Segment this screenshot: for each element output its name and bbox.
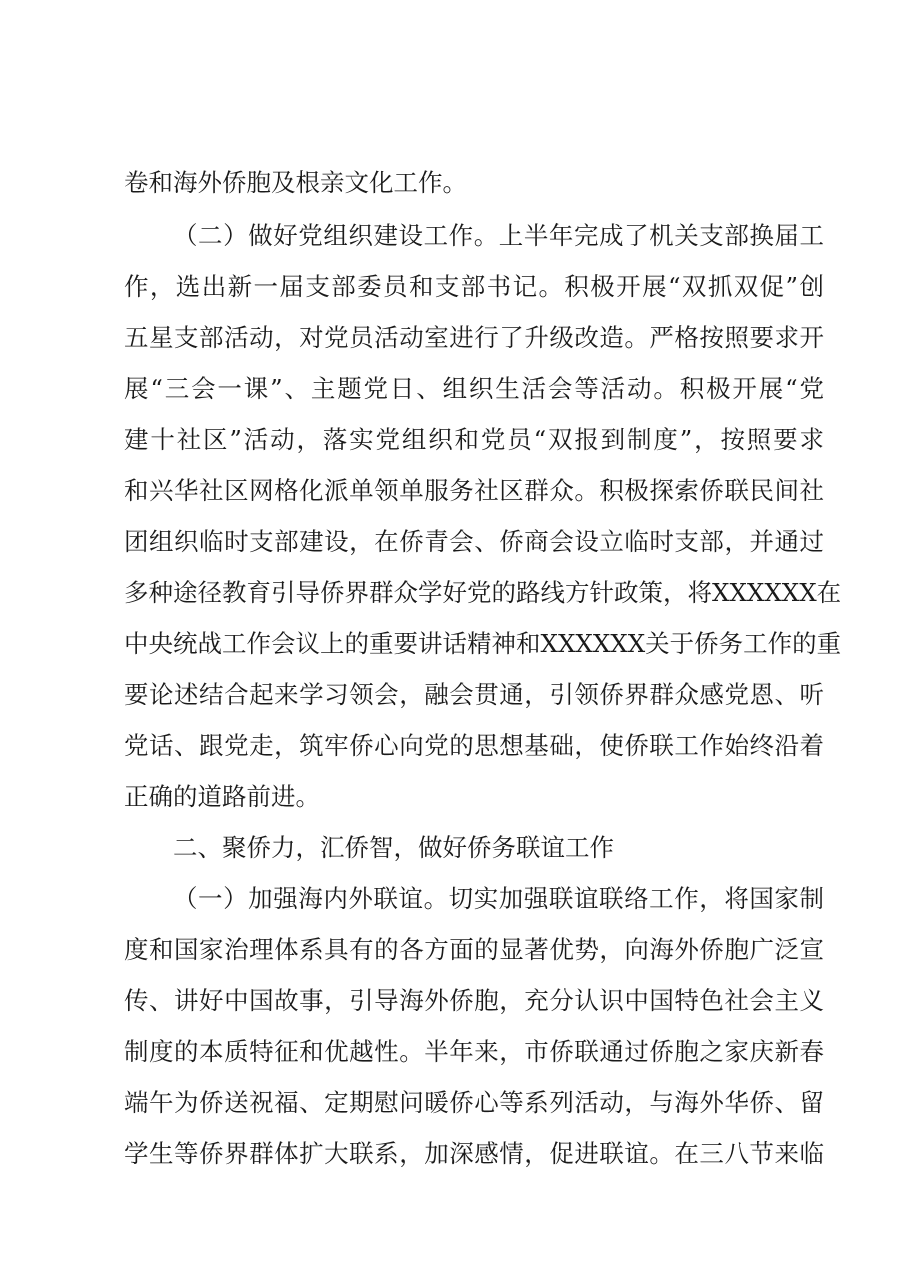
paragraph-line: （一）加强海内外联谊。切实加强联谊联络工作，将国家制: [173, 884, 824, 913]
paragraph-line: 展“三会一课”、主题党日、组织生活会等活动。积极开展“党: [124, 374, 824, 403]
paragraph-line: 正确的道路前进。: [124, 782, 320, 811]
paragraph-line: 要论述结合起来学习领会，融会贯通，引领侨界群众感党恩、听: [124, 680, 824, 709]
paragraph-line: 传、讲好中国故事，引导海外侨胞，充分认识中国特色社会主义: [124, 986, 824, 1015]
paragraph-line: （二）做好党组织建设工作。上半年完成了机关支部换届工: [173, 221, 824, 250]
paragraph-line: 中央统战工作会议上的重要讲话精神和XXXXXX关于侨务工作的重: [124, 629, 842, 658]
paragraph-line: 团组织临时支部建设，在侨青会、侨商会设立临时支部，并通过: [124, 527, 824, 556]
paragraph-line: 制度的本质特征和优越性。半年来，市侨联通过侨胞之家庆新春: [124, 1037, 824, 1066]
paragraph-line: 作，选出新一届支部委员和支部书记。积极开展“双抓双促”创: [124, 272, 824, 301]
paragraph-line: 端午为侨送祝福、定期慰问暖侨心等系列活动，与海外华侨、留: [124, 1088, 824, 1117]
paragraph-line: 学生等侨界群体扩大联系，加深感情，促进联谊。在三八节来临: [124, 1139, 824, 1168]
paragraph-line: 多种途径教育引导侨界群众学好党的路线方针政策，将XXXXXX在: [124, 578, 842, 607]
paragraph-line: 和兴华社区网格化派单领单服务社区群众。积极探索侨联民间社: [124, 476, 824, 505]
paragraph-line: 卷和海外侨胞及根亲文化工作。: [124, 168, 467, 197]
paragraph-line: 五星支部活动，对党员活动室进行了升级改造。严格按照要求开: [124, 323, 824, 352]
paragraph-line: 党话、跟党走，筑牢侨心向党的思想基础，使侨联工作始终沿着: [124, 731, 824, 760]
paragraph-line: 建十社区”活动，落实党组织和党员“双报到制度”，按照要求: [124, 425, 824, 454]
section-heading: 二、聚侨力，汇侨智，做好侨务联谊工作: [173, 833, 614, 862]
paragraph-line: 度和国家治理体系具有的各方面的显著优势，向海外侨胞广泛宣: [124, 935, 824, 964]
